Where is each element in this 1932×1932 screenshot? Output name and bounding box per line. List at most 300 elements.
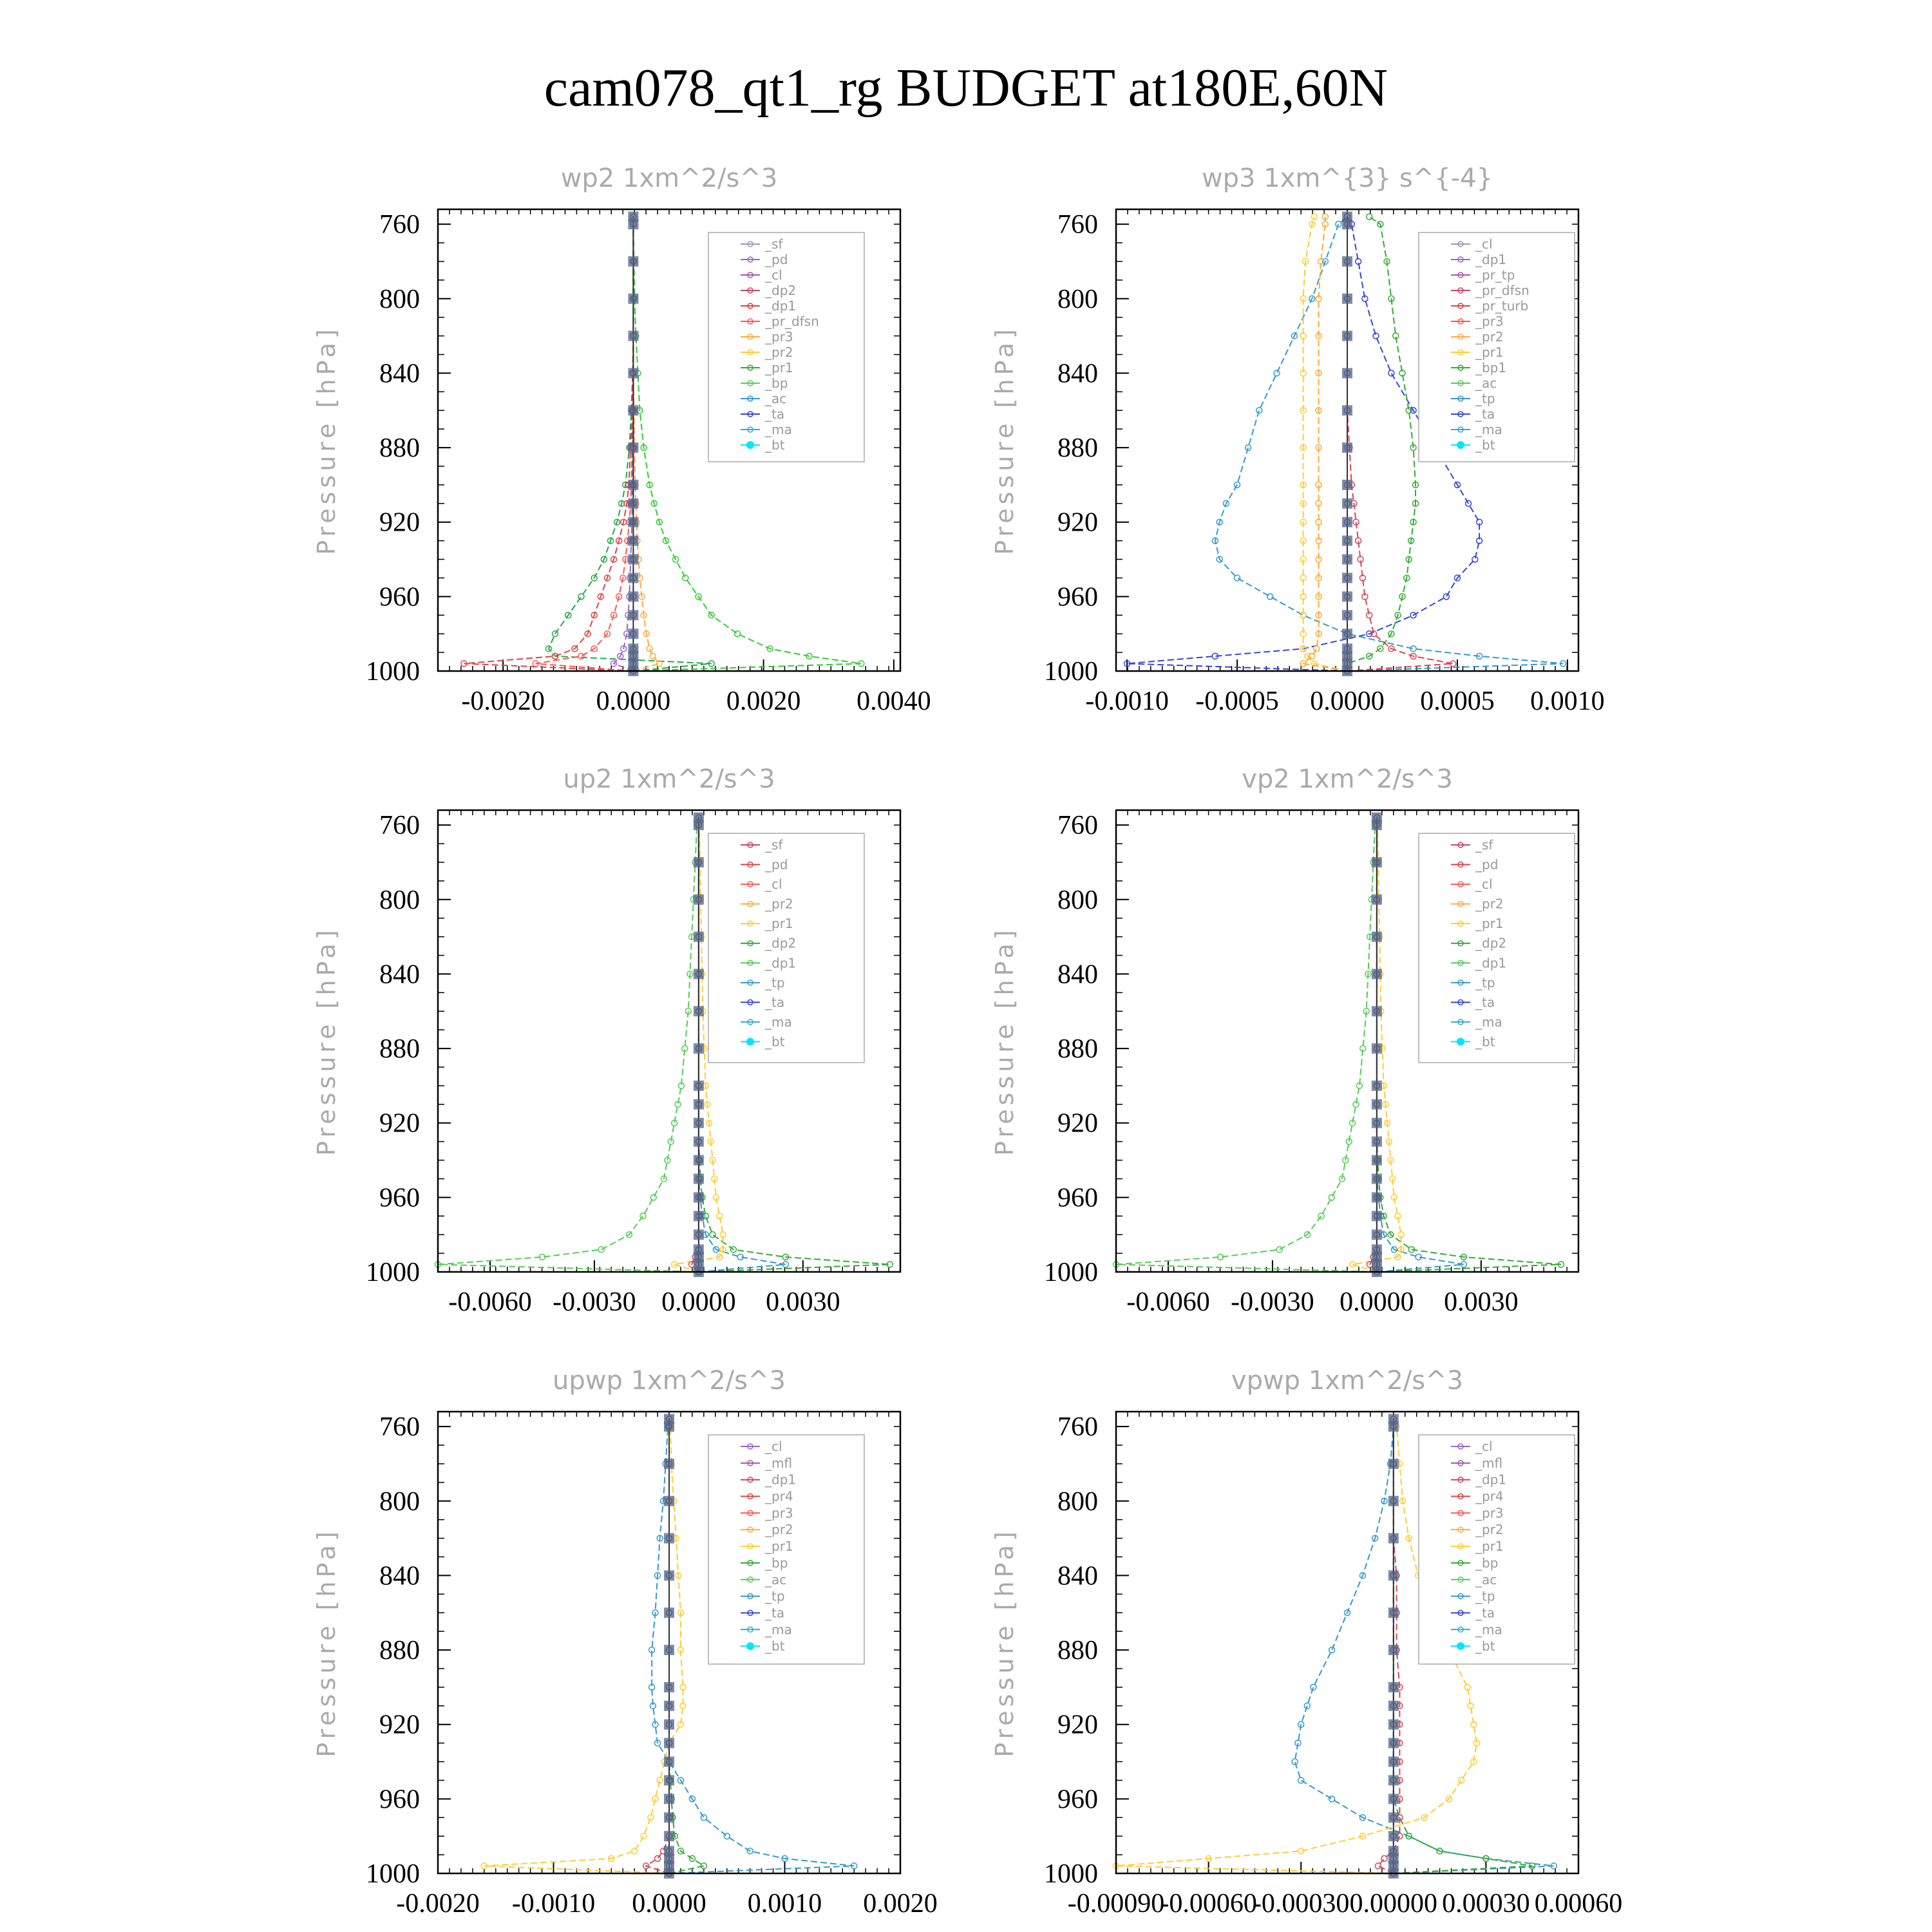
bt-marker	[664, 1701, 674, 1711]
x-tick-label: 0.0020	[863, 1889, 938, 1918]
bt-marker	[1388, 1775, 1399, 1785]
bt-marker	[1388, 1607, 1399, 1618]
bt-marker	[628, 331, 638, 341]
series-point	[648, 1815, 654, 1821]
panel-5	[312, 1366, 938, 1918]
bt-marker	[628, 498, 638, 509]
series-line	[1116, 818, 1377, 1272]
bt-marker	[628, 442, 638, 453]
bt-marker	[1388, 1570, 1399, 1580]
bt-marker	[1342, 368, 1352, 378]
bt-marker	[1388, 1496, 1399, 1506]
x-tick-label: -0.0060	[1126, 1287, 1210, 1317]
series-point	[1267, 594, 1273, 600]
y-tick-label: 760	[1057, 1412, 1098, 1443]
legend-label: _pr_tp	[1475, 267, 1515, 283]
legend-label: _pr2	[765, 896, 793, 912]
bt-marker	[664, 1496, 674, 1506]
y-tick-label: 840	[1057, 960, 1098, 990]
legend-label: _mfl	[765, 1455, 793, 1471]
y-tick-label: 880	[379, 433, 420, 464]
bt-marker	[1372, 1244, 1382, 1255]
y-tick-label: 920	[1057, 1710, 1098, 1740]
legend-marker	[1457, 441, 1464, 449]
legend-label: _bt	[765, 1638, 785, 1654]
bt-marker	[694, 1137, 704, 1147]
bt-marker	[664, 1812, 674, 1823]
legend-label: _pr2	[765, 1522, 793, 1538]
legend-label: _pr_dfsn	[765, 314, 819, 329]
legend-label: _pd	[765, 857, 788, 873]
legend-label: _pr_dfsn	[1475, 283, 1530, 298]
bt-marker	[664, 1682, 674, 1692]
series-point	[650, 1195, 656, 1200]
x-tick-label: 0.0010	[1530, 687, 1605, 716]
series-point	[1298, 1777, 1304, 1783]
legend-label: _dp1	[765, 955, 797, 971]
bt-marker	[694, 1211, 704, 1221]
bt-marker	[1342, 442, 1352, 453]
bt-marker	[694, 1118, 704, 1128]
bt-marker	[694, 1173, 704, 1184]
bt-marker	[1372, 1192, 1382, 1202]
legend-label: _sf	[765, 837, 783, 853]
legend-label: _bt	[1475, 1638, 1495, 1654]
bt-marker	[694, 1155, 704, 1166]
series-point	[1311, 1684, 1316, 1690]
y-tick-label: 1000	[1044, 1258, 1098, 1287]
panel-6	[990, 1366, 1622, 1918]
series-point	[1388, 370, 1394, 376]
bt-marker	[1342, 256, 1352, 267]
legend-label: _dp1	[765, 298, 797, 314]
bt-marker	[1342, 536, 1352, 546]
legend-label: _pr1	[765, 360, 793, 375]
y-tick-label: 880	[379, 1636, 420, 1666]
bt-marker	[1372, 1099, 1382, 1110]
y-tick-label: 840	[379, 359, 420, 389]
panel-title: upwp 1xm^2/s^3	[553, 1366, 786, 1396]
legend-label: _bt	[1475, 437, 1495, 453]
legend	[708, 833, 864, 1063]
bt-marker	[1342, 331, 1352, 341]
bt-marker	[1388, 1831, 1399, 1841]
legend-label: _cl	[765, 267, 782, 283]
x-tick-label: 0.0000	[1340, 1287, 1414, 1317]
bt-marker	[628, 629, 638, 639]
series-line	[1303, 217, 1347, 671]
x-tick-label: 0.0000	[596, 687, 671, 716]
panel-2	[990, 164, 1605, 716]
y-axis-label: Pressure [hPa]	[990, 1528, 1019, 1757]
legend-label: _dp2	[765, 935, 797, 951]
panel-4	[990, 764, 1578, 1317]
legend-label: _bp	[1475, 1555, 1499, 1571]
x-tick-label: -0.0060	[448, 1287, 532, 1317]
bt-marker	[694, 813, 704, 823]
legend-label: _dp2	[765, 283, 797, 298]
bt-marker	[628, 212, 638, 222]
bt-marker	[1342, 591, 1352, 601]
bt-marker	[1372, 1081, 1382, 1091]
bt-marker	[628, 256, 638, 267]
bt-marker	[1342, 610, 1352, 620]
legend-label: _ta	[1475, 406, 1495, 422]
legend-label: _bt	[765, 1034, 785, 1050]
legend-label: _tp	[765, 1588, 785, 1604]
y-tick-label: 1000	[366, 657, 420, 687]
series-point	[1318, 1213, 1324, 1219]
bt-marker	[694, 857, 704, 867]
bt-marker	[1388, 1682, 1399, 1692]
series-point	[683, 575, 688, 581]
y-tick-label: 960	[379, 1785, 420, 1815]
y-tick-label: 960	[1057, 1183, 1098, 1213]
series-line	[484, 1419, 683, 1873]
legend-label: _ma	[1475, 1014, 1502, 1030]
bt-marker	[664, 1719, 674, 1730]
legend-label: _pr_turb	[1475, 298, 1529, 314]
bt-marker	[628, 480, 638, 490]
y-axis-label: Pressure [hPa]	[312, 325, 341, 555]
y-tick-label: 920	[379, 507, 420, 538]
bt-marker	[1372, 1229, 1382, 1240]
legend-label: _pr2	[1475, 329, 1504, 345]
legend-label: _ta	[765, 406, 785, 422]
bt-marker	[1388, 1794, 1399, 1804]
legend-label: _ta	[1475, 994, 1495, 1010]
bt-marker	[694, 932, 704, 942]
bt-marker	[664, 1645, 674, 1655]
legend-label: _pr2	[1475, 896, 1504, 912]
series-line	[669, 1419, 704, 1873]
bt-marker	[1388, 1719, 1399, 1730]
bt-marker	[694, 1229, 704, 1240]
series-point	[1309, 653, 1315, 659]
y-tick-label: 800	[379, 885, 420, 915]
series-point	[724, 1833, 730, 1839]
y-tick-label: 800	[1057, 885, 1098, 915]
legend-label: _pr3	[765, 1505, 793, 1521]
bt-marker	[694, 1099, 704, 1110]
series-point	[1367, 214, 1372, 220]
bt-marker	[628, 405, 638, 415]
y-tick-label: 840	[379, 960, 420, 990]
bt-marker	[628, 610, 638, 620]
bt-marker	[1342, 405, 1352, 415]
bt-marker	[694, 969, 704, 979]
y-tick-label: 840	[1057, 359, 1098, 389]
x-tick-label: 0.0040	[857, 687, 931, 716]
legend-label: _cl	[765, 1439, 782, 1454]
x-tick-label: -0.0005	[1195, 687, 1279, 716]
legend-label: _pr1	[765, 916, 793, 932]
y-tick-label: 920	[1057, 1108, 1098, 1139]
legend	[1419, 232, 1575, 462]
y-tick-label: 1000	[1044, 657, 1098, 687]
panel-title: vp2 1xm^2/s^3	[1242, 764, 1453, 794]
series-line	[1303, 217, 1347, 671]
x-tick-label: -0.00060	[1160, 1889, 1257, 1918]
legend	[1419, 1435, 1575, 1664]
legend-label: _bp1	[1475, 360, 1507, 375]
y-tick-label: 880	[1057, 1034, 1098, 1065]
bt-marker	[664, 1459, 674, 1469]
x-tick-label: 0.0030	[766, 1287, 840, 1317]
bt-marker	[664, 1846, 674, 1856]
bt-marker	[664, 1738, 674, 1748]
legend-label: _pr4	[765, 1488, 793, 1504]
bt-marker	[1342, 629, 1352, 639]
legend-label: _pr2	[1475, 1522, 1504, 1538]
legend-label: _pr3	[1475, 1505, 1504, 1521]
legend-marker	[1457, 1642, 1464, 1650]
bt-marker	[1372, 1118, 1382, 1128]
legend-label: _pr1	[1475, 1539, 1504, 1555]
y-tick-label: 1000	[366, 1258, 420, 1287]
legend-label: _pr3	[1475, 314, 1504, 329]
y-axis-label: Pressure [hPa]	[312, 926, 341, 1156]
legend-label: _ma	[1475, 422, 1502, 437]
y-tick-label: 880	[1057, 1636, 1098, 1666]
legend-label: _tp	[1475, 391, 1495, 406]
bt-marker	[664, 1831, 674, 1841]
series-point	[1381, 1855, 1387, 1861]
legend-label: _pr4	[1475, 1488, 1504, 1504]
series-line	[438, 818, 699, 1272]
bt-marker	[664, 1414, 674, 1425]
bt-marker	[1372, 1173, 1382, 1184]
legend-label: _cl	[765, 876, 782, 893]
y-tick-label: 760	[379, 811, 420, 841]
bt-marker	[628, 536, 638, 546]
legend-marker	[746, 1642, 754, 1650]
x-tick-label: 0.0030	[1444, 1287, 1519, 1317]
legend-label: _ac	[1475, 1571, 1497, 1587]
series-point	[1314, 646, 1320, 652]
bt-marker	[1342, 498, 1352, 509]
series-point	[655, 1855, 661, 1861]
legend-label: _ac	[765, 391, 787, 406]
series-point	[598, 1247, 604, 1253]
bt-marker	[1372, 1211, 1382, 1221]
legend-label: _ma	[765, 1622, 792, 1638]
series-point	[641, 1833, 647, 1839]
bt-marker	[1372, 969, 1382, 979]
bt-marker	[1388, 1645, 1399, 1655]
bt-marker	[1388, 1846, 1399, 1856]
y-tick-label: 960	[379, 582, 420, 612]
x-tick-label: 0.0005	[1420, 687, 1495, 716]
series-point	[1276, 1247, 1282, 1253]
series-line	[1347, 217, 1416, 671]
legend-label: _mfl	[1475, 1455, 1503, 1471]
series-point	[735, 631, 741, 637]
legend-label: _ma	[1475, 1622, 1502, 1638]
bt-marker	[1372, 895, 1382, 905]
y-axis-label: Pressure [hPa]	[990, 926, 1019, 1156]
legend-marker	[746, 441, 754, 449]
legend-marker	[746, 1037, 754, 1045]
series-point	[578, 594, 584, 600]
x-tick-label: -0.0010	[1085, 687, 1169, 716]
legend-label: _cl	[1475, 236, 1493, 252]
bt-marker	[1388, 1414, 1399, 1425]
series-line	[536, 217, 634, 671]
bt-marker	[1342, 294, 1352, 304]
legend	[708, 1435, 864, 1664]
bt-marker	[694, 1192, 704, 1202]
legend-label: _ta	[765, 994, 785, 1010]
bt-marker	[694, 1081, 704, 1091]
bt-marker	[694, 1006, 704, 1016]
series-point	[1274, 370, 1280, 376]
legend-label: _dp1	[1475, 955, 1507, 971]
series-point	[710, 1232, 715, 1238]
x-tick-label: -0.0030	[553, 1287, 636, 1317]
series-point	[578, 653, 584, 659]
x-tick-label: 0.00060	[1534, 1889, 1623, 1918]
y-tick-label: 880	[1057, 433, 1098, 464]
legend-label: _ac	[1475, 375, 1497, 391]
x-tick-label: -0.00090	[1067, 1889, 1165, 1918]
x-tick-label: -0.0010	[511, 1889, 596, 1918]
x-tick-label: -0.0020	[461, 687, 545, 716]
bt-marker	[628, 573, 638, 583]
legend-label: _dp2	[1475, 935, 1507, 951]
bt-marker	[1372, 1137, 1382, 1147]
y-tick-label: 760	[1057, 811, 1098, 841]
bt-marker	[1388, 1459, 1399, 1469]
bt-marker	[1342, 554, 1352, 565]
bt-marker	[1342, 212, 1352, 222]
legend-label: _cl	[1475, 1439, 1493, 1454]
x-tick-label: 0.0000	[661, 1287, 736, 1317]
y-tick-label: 760	[1057, 210, 1098, 240]
legend-label: _bt	[765, 437, 785, 453]
y-tick-label: 960	[1057, 582, 1098, 612]
bt-marker	[1372, 1006, 1382, 1016]
bt-marker	[1372, 1043, 1382, 1054]
bt-marker	[664, 1794, 674, 1804]
bt-marker	[694, 895, 704, 905]
bt-marker	[628, 368, 638, 378]
x-tick-label: 0.00000	[1349, 1889, 1438, 1918]
y-tick-label: 760	[379, 1412, 420, 1443]
legend-label: _pr1	[1475, 916, 1504, 932]
bt-marker	[664, 1570, 674, 1580]
legend-label: _ma	[765, 1014, 792, 1030]
x-tick-label: -0.0030	[1231, 1287, 1314, 1317]
bt-marker	[1388, 1812, 1399, 1823]
legend-label: _bt	[1475, 1034, 1495, 1050]
bt-marker	[664, 1607, 674, 1618]
series-point	[1443, 594, 1449, 600]
legend-label: _ma	[765, 422, 792, 437]
bt-marker	[1388, 1757, 1399, 1767]
legend-label: _ac	[765, 1571, 787, 1587]
legend-label: _tp	[1475, 1588, 1495, 1604]
legend-label: _sf	[1475, 837, 1493, 853]
y-tick-label: 800	[1057, 284, 1098, 314]
legend-label: _bp	[765, 375, 788, 391]
panel-title: vpwp 1xm^2/s^3	[1231, 1366, 1464, 1396]
y-axis-label: Pressure [hPa]	[990, 325, 1019, 555]
series-point	[1459, 1777, 1464, 1783]
legend-label: _cl	[1475, 876, 1493, 893]
legend-label: _dp1	[1475, 1472, 1507, 1488]
series-line	[464, 217, 634, 671]
panel-title: up2 1xm^2/s^3	[563, 764, 775, 794]
y-tick-label: 840	[1057, 1561, 1098, 1591]
legend-label: _dp1	[1475, 252, 1507, 267]
legend-label: _pr3	[765, 329, 793, 345]
bt-marker	[1372, 932, 1382, 942]
legend-label: _ta	[765, 1605, 785, 1621]
bt-marker	[694, 1043, 704, 1054]
bt-marker	[1372, 857, 1382, 867]
x-tick-label: 0.0000	[632, 1889, 706, 1918]
bt-marker	[628, 517, 638, 527]
y-tick-label: 920	[379, 1710, 420, 1740]
x-tick-label: 0.0000	[1310, 687, 1385, 716]
y-tick-label: 800	[1057, 1486, 1098, 1517]
panel-3	[312, 764, 900, 1317]
legend	[1419, 833, 1575, 1063]
series-point	[1375, 1863, 1381, 1869]
bt-marker	[1342, 573, 1352, 583]
legend-label: _pd	[765, 252, 788, 267]
bt-marker	[1388, 1738, 1399, 1748]
y-tick-label: 800	[379, 284, 420, 314]
series-point	[701, 1815, 706, 1821]
y-tick-label: 960	[1057, 1785, 1098, 1815]
series-point	[1329, 1796, 1335, 1802]
y-tick-label: 760	[379, 210, 420, 240]
bt-marker	[1342, 517, 1352, 527]
bt-marker	[628, 554, 638, 565]
panel-title: wp2 1xm^2/s^3	[560, 164, 778, 193]
series-point	[1235, 575, 1240, 581]
legend-label: _sf	[765, 236, 783, 252]
bt-marker	[1388, 1533, 1399, 1544]
panel-title: wp3 1xm^{3} s^{-4}	[1201, 164, 1493, 193]
legend-label: _dp1	[765, 1472, 797, 1488]
bt-marker	[1342, 643, 1352, 654]
y-tick-label: 840	[379, 1561, 420, 1591]
bt-marker	[1342, 480, 1352, 490]
y-tick-label: 920	[379, 1108, 420, 1139]
series-point	[1329, 1195, 1334, 1200]
y-tick-label: 1000	[1044, 1859, 1098, 1889]
legend-label: _bp	[765, 1555, 788, 1571]
legend-label: _ta	[1475, 1605, 1495, 1621]
bt-marker	[1372, 1155, 1382, 1166]
figure-title: cam078_qt1_rg BUDGET at180E,60N	[544, 58, 1388, 118]
panel-1	[312, 164, 931, 716]
y-tick-label: 920	[1057, 507, 1098, 538]
legend-label: _tp	[765, 974, 785, 990]
legend	[708, 232, 864, 462]
x-tick-label: 0.00030	[1442, 1889, 1530, 1918]
bt-marker	[1372, 813, 1382, 823]
x-tick-label: 0.0020	[726, 687, 801, 716]
legend-label: _pr2	[765, 345, 793, 360]
x-tick-label: -0.00030	[1252, 1889, 1350, 1918]
bt-marker	[694, 1244, 704, 1255]
series-point	[640, 1213, 646, 1219]
bt-marker	[628, 591, 638, 601]
